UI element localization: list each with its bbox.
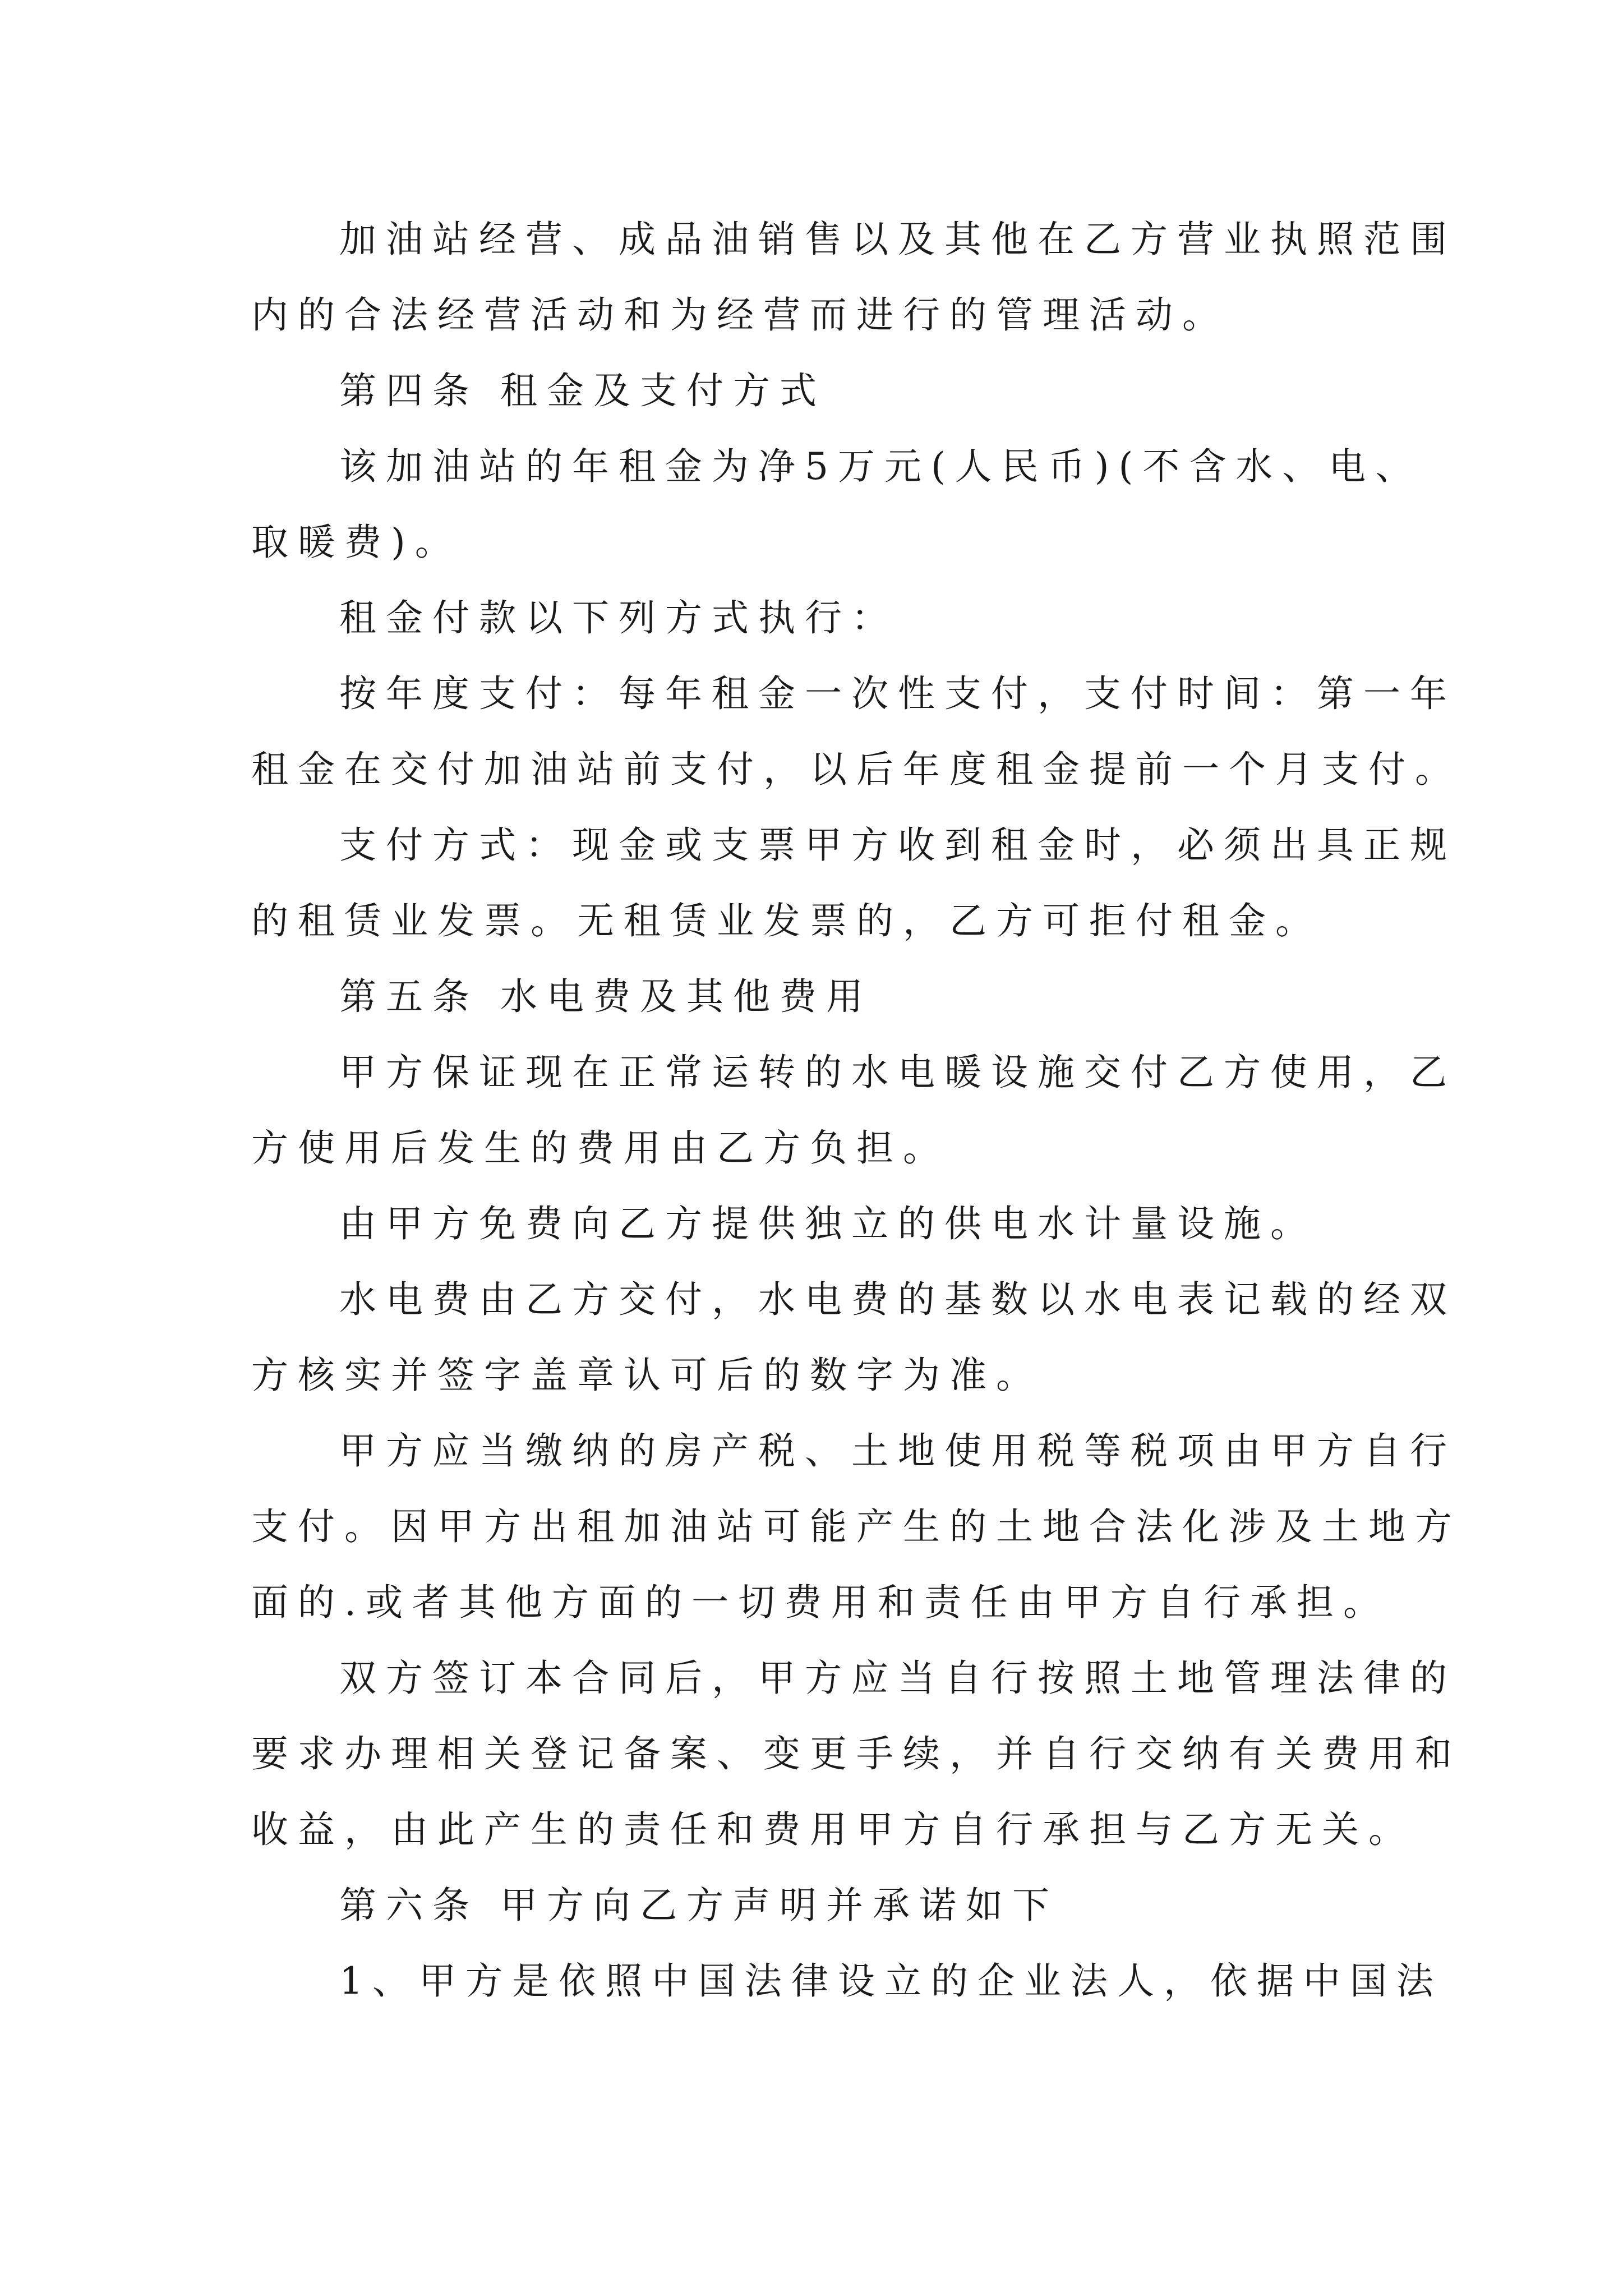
section-heading: 第五条 水电费及其他费用 (339, 975, 873, 1018)
paragraph-line: 面的.或者其他方面的一切费用和责任由甲方自行承担。 (251, 1581, 1390, 1624)
paragraph-line: 收益，由此产生的责任和费用甲方自行承担与乙方无关。 (251, 1808, 1415, 1851)
paragraph-line: 1、甲方是依照中国法律设立的企业法人，依据中国法 (339, 1959, 1443, 2003)
section-heading: 第四条 租金及支付方式 (339, 369, 826, 412)
section-heading: 第六条 甲方向乙方声明并承诺如下 (339, 1884, 1059, 1927)
paragraph-line: 甲方保证现在正常运转的水电暖设施交付乙方使用，乙 (339, 1051, 1456, 1094)
paragraph-line: 甲方应当缴纳的房产税、土地使用税等税项由甲方自行 (339, 1429, 1456, 1473)
paragraph-line: 要求办理相关登记备案、变更手续，并自行交纳有关费用和 (251, 1732, 1461, 1775)
paragraph-line: 方使用后发生的费用由乙方负担。 (251, 1126, 949, 1170)
paragraph-line: 加油站经营、成品油销售以及其他在乙方营业执照范围 (339, 218, 1456, 261)
paragraph-line: 该加油站的年租金为净5万元(人民币)(不含水、电、 (339, 445, 1422, 488)
paragraph-line: 双方签订本合同后，甲方应当自行按照土地管理法律的 (339, 1657, 1456, 1700)
paragraph-line: 支付方式：现金或支票甲方收到租金时，必须出具正规 (339, 823, 1456, 867)
paragraph-line: 租金在交付加油站前支付，以后年度租金提前一个月支付。 (251, 748, 1461, 791)
paragraph-line: 按年度支付：每年租金一次性支付，支付时间：第一年 (339, 672, 1456, 715)
paragraph-line: 取暖费)。 (251, 521, 462, 564)
paragraph-line: 支付。因甲方出租加油站可能产生的土地合法化涉及土地方 (251, 1505, 1461, 1548)
paragraph-line: 水电费由乙方交付，水电费的基数以水电表记载的经双 (339, 1278, 1456, 1321)
paragraph-line: 内的合法经营活动和为经营而进行的管理活动。 (251, 293, 1229, 337)
paragraph-line: 的租赁业发票。无租赁业发票的，乙方可拒付租金。 (251, 899, 1322, 942)
paragraph-line: 租金付款以下列方式执行： (339, 596, 898, 639)
paragraph-line: 由甲方免费向乙方提供独立的供电水计量设施。 (339, 1202, 1317, 1245)
paragraph-line: 方核实并签字盖章认可后的数字为准。 (251, 1354, 1043, 1397)
